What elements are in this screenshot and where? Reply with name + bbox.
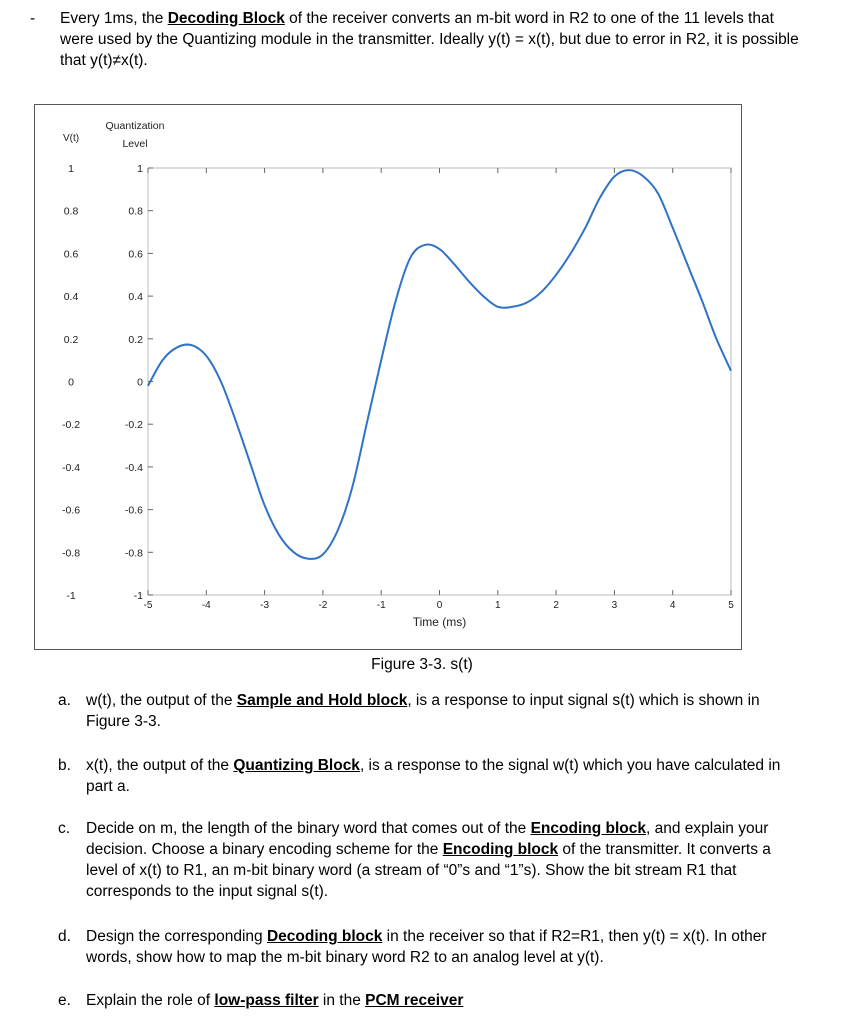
figure-box: [34, 104, 742, 650]
bullet-dash: -: [30, 10, 36, 27]
x-axis-title: Time (ms): [412, 615, 467, 629]
v-tick-label: -0.2: [61, 419, 81, 432]
level-tick-label: 0: [137, 376, 143, 389]
x-tick-label: 1: [495, 600, 501, 611]
level-tick-label: 0.4: [128, 291, 143, 304]
item-text-pre: w(t), the output of the: [86, 692, 237, 709]
chart-svg: [35, 105, 741, 649]
level-tick-label: -0.6: [124, 504, 143, 517]
v-tick-label: -0.4: [61, 461, 81, 474]
item-label: c.: [58, 820, 71, 837]
item-text-pre: Explain the role of: [86, 992, 215, 1009]
v-tick-label: -0.8: [61, 547, 81, 560]
level-axis-title-line1: Quantization: [105, 120, 165, 132]
figure-caption: Figure 3-3. s(t): [371, 656, 473, 673]
intro-bold-term: Decoding Block: [167, 10, 285, 27]
x-tick-label: 5: [728, 600, 734, 611]
v-axis-title: V(t): [62, 133, 80, 144]
x-tick-label: -4: [201, 600, 211, 611]
item-bold-term: Decoding block: [266, 928, 383, 945]
item-text-pre: x(t), the output of the: [86, 757, 234, 774]
plot-area: [148, 168, 731, 595]
level-tick-label: -1: [133, 590, 143, 602]
v-tick-label: 0.2: [63, 333, 79, 346]
item-bold-term: low-pass filter: [214, 992, 319, 1009]
level-tick-label: -0.4: [124, 461, 143, 474]
level-tick-label: 0.8: [128, 205, 143, 218]
item-bold-term-2: Encoding block: [442, 841, 559, 858]
x-tick-label: -2: [318, 600, 328, 611]
item-label: a.: [58, 692, 71, 709]
v-tick-label: 1: [68, 163, 74, 175]
item-text-post: , is a response to the signal w(t) which you have calculated in part a.: [86, 757, 781, 795]
level-tick-label: 0.6: [128, 248, 143, 261]
item-bold-term-2: PCM receiver: [365, 992, 464, 1009]
item-text-pre: Decide on m, the length of the binary word that comes out of the: [86, 820, 531, 837]
item-text-mid: in the: [318, 992, 366, 1009]
item-text-post: , is a response to input signal s(t) which is shown in Figure 3-3.: [86, 692, 760, 730]
item-label: d.: [58, 928, 71, 945]
v-tick-label: 0: [68, 376, 74, 389]
item-label: e.: [58, 992, 71, 1009]
x-tick-label: 2: [553, 600, 559, 611]
x-tick-label: -5: [143, 600, 153, 611]
x-tick-label: 4: [669, 600, 676, 611]
level-tick-label: 1: [137, 163, 143, 175]
x-tick-label: -3: [260, 600, 270, 611]
level-axis-title-line2: Level: [122, 138, 148, 150]
item-bold-term: Quantizing Block: [233, 757, 360, 774]
item-text-pre: Design the corresponding: [86, 928, 267, 945]
intro-text-pre: Every 1ms, the: [60, 10, 168, 27]
x-tick-label: -1: [376, 600, 386, 611]
v-tick-label: 0.8: [63, 205, 79, 218]
v-tick-label: 0.4: [63, 291, 79, 304]
item-text-mid: , and explain your decision. Choose a binary encoding scheme for the: [86, 820, 769, 858]
intro-paragraph: [60, 8, 800, 71]
v-tick-label: -0.6: [61, 504, 81, 517]
item-bold-term: Sample and Hold block: [236, 692, 408, 709]
level-tick-label: -0.2: [124, 419, 143, 432]
level-tick-label: -0.8: [124, 547, 143, 560]
level-tick-label: 0.2: [128, 333, 143, 346]
item-text-post: of the transmitter. It converts a level of x(t) to R1, an m-bit binary word (a stream of “0”s and “1”s). Show the bit stream R1 that corresponds to the input signal s(t).: [86, 841, 771, 900]
item-label: b.: [58, 757, 71, 774]
v-tick-label: 0.6: [63, 248, 79, 261]
item-bold-term: Encoding block: [530, 820, 646, 837]
item-text-post: in the receiver so that if R2=R1, then y(t) = x(t). In other words, show how to map the m-bit binary word R2 to an analog level at y(t).: [86, 928, 767, 966]
x-tick-label: 3: [611, 600, 618, 611]
v-tick-label: -1: [66, 590, 76, 602]
x-tick-label: 0: [436, 600, 443, 611]
intro-text-post: of the receiver converts an m-bit word in R2 to one of the 11 levels that were used by the Quantizing module in the transmitter. Ideally y(t) = x(t), but due to error in R2, it is possible that y(t)≠x(t).: [60, 10, 799, 69]
